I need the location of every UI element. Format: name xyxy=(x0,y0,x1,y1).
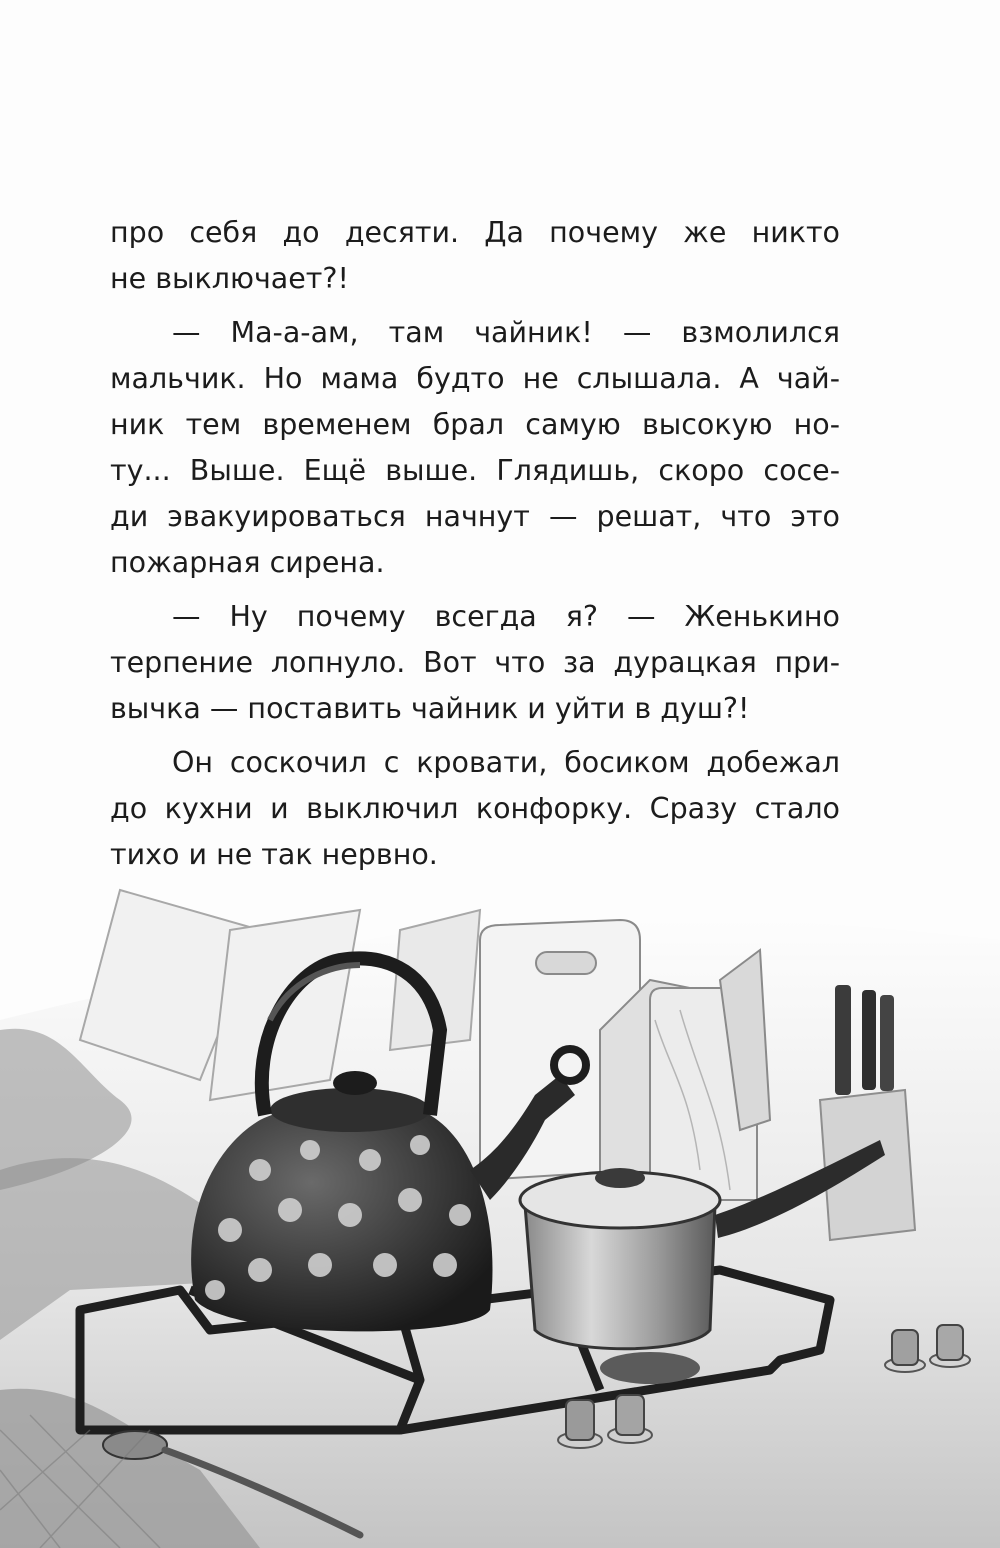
text-line: — Ну почему всегда я? — Женькино xyxy=(172,600,840,633)
paragraph-1 xyxy=(110,210,840,302)
text-line: вычка — поставить чайник и уйти в душ?! xyxy=(110,692,750,725)
text-line: тихо и не так нервно. xyxy=(110,838,438,871)
text-line: мальчик. Но мама будто не слышала. А чай- xyxy=(110,362,840,395)
text-line: не выключает?! xyxy=(110,262,349,295)
text-line: — Ма-а-ам, там чайник! — взмолился xyxy=(172,316,840,349)
countertop xyxy=(0,1260,1000,1548)
body-text xyxy=(110,210,840,886)
text-line: пожарная сирена. xyxy=(110,546,385,579)
burner xyxy=(600,1352,700,1384)
paragraph-4 xyxy=(110,740,840,878)
text-line: ту... Выше. Ещё выше. Глядишь, скоро сосе- xyxy=(110,454,840,487)
text-line: ди эвакуироваться начнут — решат, что это xyxy=(110,500,840,533)
text-line: про себя до десяти. Да почему же никто xyxy=(110,216,840,249)
text-line: до кухни и выключил конфорку. Сразу стало xyxy=(110,792,840,825)
text-line: ник тем временем брал самую высокую но- xyxy=(110,408,840,441)
text-line: Он соскочил с кровати, босиком добежал xyxy=(172,746,840,779)
paragraph-3 xyxy=(110,594,840,732)
kitchen-illustration xyxy=(0,870,1000,1548)
text-line: терпение лопнуло. Вот что за дурацкая при- xyxy=(110,646,840,679)
paragraph-2 xyxy=(110,310,840,586)
